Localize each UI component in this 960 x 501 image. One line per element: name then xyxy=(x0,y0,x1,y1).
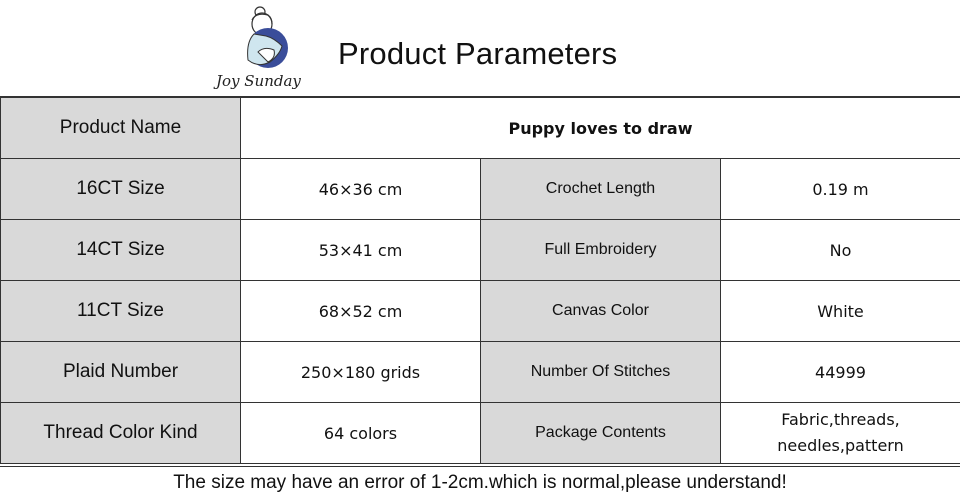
girl-logo-icon xyxy=(210,2,325,94)
table-row xyxy=(1,342,960,403)
row-value: No xyxy=(721,220,960,281)
size-disclaimer: The size may have an error of 1-2cm.which is normal,please understand! xyxy=(0,466,960,501)
row-label: Thread Color Kind xyxy=(1,403,241,464)
brand-text: Joy Sunday xyxy=(213,72,301,90)
row-value: 250×180 grids xyxy=(241,342,481,403)
table-row xyxy=(1,97,960,159)
row-value: White xyxy=(721,281,960,342)
table-row xyxy=(1,281,960,342)
brand-logo xyxy=(210,2,325,94)
row-value: 44999 xyxy=(721,342,960,403)
page-title: Product Parameters xyxy=(338,36,617,72)
header xyxy=(0,0,960,96)
package-contents-line: needles,pattern xyxy=(721,433,960,459)
row-label: Canvas Color xyxy=(481,281,721,342)
row-value: 53×41 cm xyxy=(241,220,481,281)
row-label: Number Of Stitches xyxy=(481,342,721,403)
row-label: 16CT Size xyxy=(1,159,241,220)
package-contents-value xyxy=(721,403,960,464)
row-value: 68×52 cm xyxy=(241,281,481,342)
row-label: 11CT Size xyxy=(1,281,241,342)
row-label: Crochet Length xyxy=(481,159,721,220)
table-row xyxy=(1,220,960,281)
row-value: 0.19 m xyxy=(721,159,960,220)
product-name-label: Product Name xyxy=(1,97,241,159)
row-label: Plaid Number xyxy=(1,342,241,403)
row-value: 64 colors xyxy=(241,403,481,464)
row-label: 14CT Size xyxy=(1,220,241,281)
package-contents-line: Fabric,threads, xyxy=(721,407,960,433)
table-row xyxy=(1,403,960,464)
row-label: Full Embroidery xyxy=(481,220,721,281)
parameters-table xyxy=(0,96,960,464)
product-name-value: Puppy loves to draw xyxy=(241,97,960,159)
row-value: 46×36 cm xyxy=(241,159,481,220)
table-row xyxy=(1,159,960,220)
row-label: Package Contents xyxy=(481,403,721,464)
